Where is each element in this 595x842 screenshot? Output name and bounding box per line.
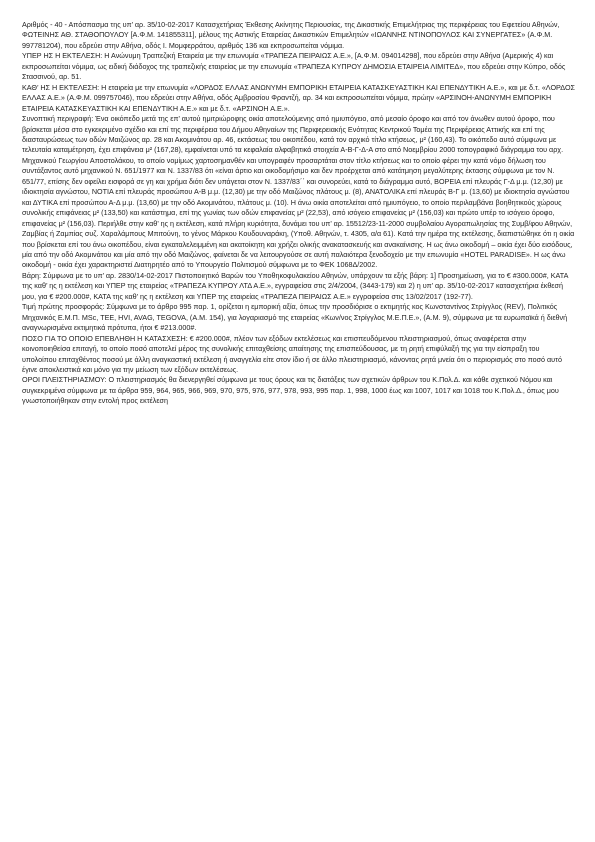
paragraph-header: Αριθμός - 40 - Απόσπασμα της υπ’ αρ. 35/10-02-2017 Κατασχετήριας Έκθεσης Ακίνητης Περιουσίας, της Δικαστικής Επιμελήτριας της περιφέρειας του Εφετείου Αθηνών, ΦΩΤΕΙΝΗΣ ΑΘ. ΣΤΑΘΟΠΟΥΛΟΥ [Α.Φ.Μ. 141855311], μέλους της Αστικής Εταιρείας Δικαστικών Επιμελητών «ΙΩΑΝΝΗΣ ΝΤΙΝΟΠΟΥΛΟΣ ΚΑΙ ΣΥΝΕΡΓΑΤΕΣ» (Α.Φ.Μ. 997781204), που εδρεύει στην Αθήνα, οδός Ι. Μομφερράτου, αριθμός 136 και εκπροσωπείται νόμιμα. — [22, 20, 560, 50]
document-page — [22, 20, 575, 407]
paragraph-creditor: ΥΠΕΡ ΗΣ Η ΕΚΤΕΛΕΣΗ: Η Ανώνυμη Τραπεζική Εταιρεία με την επωνυμία «ΤΡΑΠΕΖΑ ΠΕΙΡΑΙΩΣ Α.Ε.», [Α.Φ.Μ. 094014298], που εδρεύει στην Αθήνα (Αμερικής 4) και εκπροσωπείται νόμιμα, ως ειδική διάδοχος της τραπεζικής εταιρείας με την επωνυμία «ΤΡΑΠΕΖΑ ΚΥΠΡΟΥ ΔΗΜΟΣΙΑ ΕΤΑΙΡΕΙΑ ΛΙΜΙΤΕΔ», που εδρεύει στην Κύπρο, οδός Στασσινού, αρ. 51. — [22, 51, 566, 82]
paragraph-encumbrances: Βάρη: Σύμφωνα με το υπ’ αρ. 2830/14-02-2017 Πιστοποιητικό Βαρών του Υποθηκοφυλακείου Αθηνών, υπάρχουν τα εξής βάρη: 1] Προσημείωση, για το € #300.000#, ΚΑΤΑ της καθ’ ης η εκτέλεση και ΥΠΕΡ της εταιρείας «ΤΡΑΠΕΖΑ ΚΥΠΡΟΥ ΛΤΔ Α.Ε.», εγγραφείσα στις 2/4/2004, (3443-179) και 2) η υπ’ αρ. 35/10-02-2017 κατασχετήρια έκθεσή μου, για € #200.000#, ΚΑΤΑ της καθ’ ης η εκτέλεση και ΥΠΕΡ της εταιρείας «ΤΡΑΠΕΖΑ ΠΕΙΡΑΙΩΣ Α.Ε.» εγγραφείσα στις 13/02/2017 (192-77). — [22, 270, 569, 301]
paragraph-first-offer-price: Τιμή πρώτης προσφοράς: Σύμφωνα με το άρθρο 995 παρ. 1, ορίζεται η εμπορική αξία, όπως την προσδιόρισε ο εκτιμητής κος Κωνσταντίνος Στρίγγλος (REV), Πολιτικός Μηχανικός Ε.Μ.Π. MSc, ΤΕΕ, HVI, AVAG, TEGOVA, (Α.Μ. 154), για λογαριασμό της εταιρείας «Κων/νος Στρίγγλος Μ.Ε.Π.Ε.», (Α.Μ. 9), σύμφωνα με τα ευρωπαϊκά ή διεθνή αναγνωρισμένα εκτιμητικά πρότυπα, ήτοι € #213.000#. — [22, 302, 568, 333]
paragraph-description: Συνοπτική περιγραφή: Ένα οικόπεδο μετά της επ’ αυτού ημιτριώροφης οικία αποτελούμενης από ημιυπόγειο, από μεσαίο όροφο και από τον άνωθεν αυτού όροφο, που βρίσκεται μέσα στο εγκεκριμένο σχέδιο και επί της περιφέρεια του Δήμου Αθηναίων της Περιφερειακής Ενότητας Κεντρικού Τομέα της Περιφέρειας Αττικής και επί της διασταυρώσεως των οδών Μαιζώνος αρ. 28 και Ακομινάτου αρ. 46, εκτάσεως του οικοπέδου, κατά τον αρχικό τίτλο κτήσεως, μ² (160,43). Το οικόπεδο αυτό σύμφωνα με τελευταία καταμέτρηση, έχει επιφάνεια μ² (167,28), εμφαίνεται υπό τα κεφαλαία αλφαβητικά στοιχεία Α-Β-Γ-Δ-Α στο από Νοεμβρίου 2000 τοπογραφικό διάγραμμα του αρχ. Μηχανικού Γεωργίου Αποστολάκου, το οποίο νομίμως χαρτοσημανθέν και υπογραφέν προσαρτάται στον τίτλο κτήσεως και το οποίο φέρει την κατά νόμο δήλωση του συντάξαντος αυτό μηχανικού Ν. 651/1977 και Ν. 1337/83 ότι «είναι άρτιο και οικοδομήσιμο και δεν προέρχεται από κατάτμηση μεγαλύτερης έκτασης σύμφωνα με τον Ν. 651/77, επίσης δεν οφείλει εισφορά σε γη και χρήμα διότι δεν υπάγεται στον Ν. 1337/83΄΄ και συνορεύει, κατά το διάγραμμα αυτό, ΒΟΡΕΙΑ επί πλευράς Γ-Δ μ.μ. (12,30) με ιδιοκτησία αγνώστου, ΝΟΤΙΑ επί πλευράς προσώπου Α-Β μ.μ. (12,30) με την οδό Μαιζώνος πλάτους μ. (8), ΑΝΑΤΟΛΙΚΑ επί πλευράς Β-Γ μ. (13,60) με ιδιοκτησία αγνώστου και ΔΥΤΙΚΑ επί προσώπου Α-Δ μ.μ. (13,60) με την οδό Ακομινάτου, πλάτους μ. (10). Η άνω οικία αποτελείται από ημιυπόγειο, το οποίο περιλαμβάνει βοηθητικούς χώρους συνολικής επιφάνειας μ² (133,50) και κατάστημα, επί της γωνίας των οδών επιφανείας μ² (22,53), από ισόγειο επιφανείας μ² (156,03) και πρώτο υπέρ το ισόγειο όροφο, επιφανείας μ² (156,03). Περιήλθε στην καθ’ ης η εκτέλεση, κατά πλήρη κυριότητα, δυνάμει του υπ’ αρ. 15512/23-11-2000 συμβολαίου Αγοραπωλησίας της Συμβ/φου Αθηνών, Ζαμβίας ή Ζαμπίας συζ. Χαραλάμπους Μπιτούνη, το γένος Μάρκου Κουδουναράκη, (Υποθ. Αθηνών, τ. 4305, α/α 61). Κατά την ημέρα της εκτέλεσης, διαπιστώθηκε ότι η οικία που βρίσκεται επί του άνω οικοπέδου, είναι εγκαταλελειμμένη και ακατοίκητη και χρήζει ολικής ανακατασκευής και ανακαίνισης. Η ως άνω οικοδομή – οικία έχει δύο εισόδους, μία από την οδό Ακομινάτου και μία από την οδό Μαιζώνος, φαίνεται δε να λειτουργούσε σε αυτή παλαιότερα ξενοδοχείο με την επωνυμία «HOTEL PARADISE». Η ως άνω οικοδομή - οικία έχει χαρακτηριστεί Διατηρητέο από το Υπουργείο Πολιτισμού σύμφωνα με το ΦΕΚ 1068Δ/2002. — [22, 114, 575, 270]
paragraph-seizure-amount: ΠΟΣΟ ΓΙΑ ΤΟ ΟΠΟΙΟ ΕΠΕΒΛΗΘΗ Η ΚΑΤΑΣΧΕΣΗ: € #200.000#, πλέον των εξόδων εκτελέσεως και επισπευδόμενου πλειστηριασμού, όπως αναφέρεται στην κοινοποιηθείσα επιταγή, το οποίο ποσό αποτελεί μέρος της συνολικής επιταχθείσης απαίτησης της επισπεύδουσας, με τη ρητή επιφύλαξή της για την είσπραξη του υπολοίπου επιταχθέντος ποσού με άλλη αναγκαστική εκτέλεση ή αναγγελία είτε στον ίδιο ή σε άλλο πλειστηριασμό, κάνοντας ρητά μνεία ότι ο περιορισμός στο ποσό αυτό έγινε αποκλειστικά και μόνο για την μείωση των εξόδων εκτελέσεως. — [22, 333, 562, 374]
paragraph-auction-terms: ΟΡΟΙ ΠΛΕΙΣΤΗΡΙΑΣΜΟΥ: Ο πλειστηριασμός θα διενεργηθεί σύμφωνα με τους όρους και τις διατάξεις των σχετικών άρθρων του Κ.Πολ.Δ. και κάθε σχετικού Νόμου και συγκεκριμένα σύμφωνα με τα άρθρα 959, 964, 965, 966, 969, 970, 975, 976, 977, 978, 993, 995 παρ. 1, 998, 1000 έως και 1007, 1017 και 1018 του Κ.Πολ.Δ., όπως μου γνωστοποιήθηκαν στην εντολή προς εκτέλεση — [22, 375, 559, 406]
paragraph-debtor: ΚΑΘ’ ΗΣ Η ΕΚΤΕΛΕΣΗ: Η εταιρεία με την επωνυμία «ΛΟΡΔΟΣ ΕΛΛΑΣ ΑΝΩΝΥΜΗ ΕΜΠΟΡΙΚΗ ΕΤΑΙΡΕΙΑ ΚΑΤΑΣΚΕΥΑΣΤΙΚΗ ΚΑΙ ΕΠΕΝΔΥΤΙΚΗ Α.Ε.», και με δ.τ. «ΛΟΡΔΟΣ ΕΛΛΑΣ Α.Ε.» (Α.Φ.Μ. 099757046), που εδρεύει στην Αθήνα, οδός Αμβροσίου Φραντζή, αρ. 34 και εκπροσωπείται νόμιμα, πρώην «ΑΡΣΙΝΟΗ-ΑΝΩΝΥΜΗ ΕΜΠΟΡΙΚΗ ΕΤΑΙΡΕΙΑ ΚΑΤΑΣΚΕΥΑΣΤΙΚΗ ΚΑΙ ΕΠΕΝΔΥΤΙΚΗ Α.Ε.» και με δ.τ. «ΑΡΣΙΝΟΗ Α.Ε.». — [22, 82, 575, 113]
